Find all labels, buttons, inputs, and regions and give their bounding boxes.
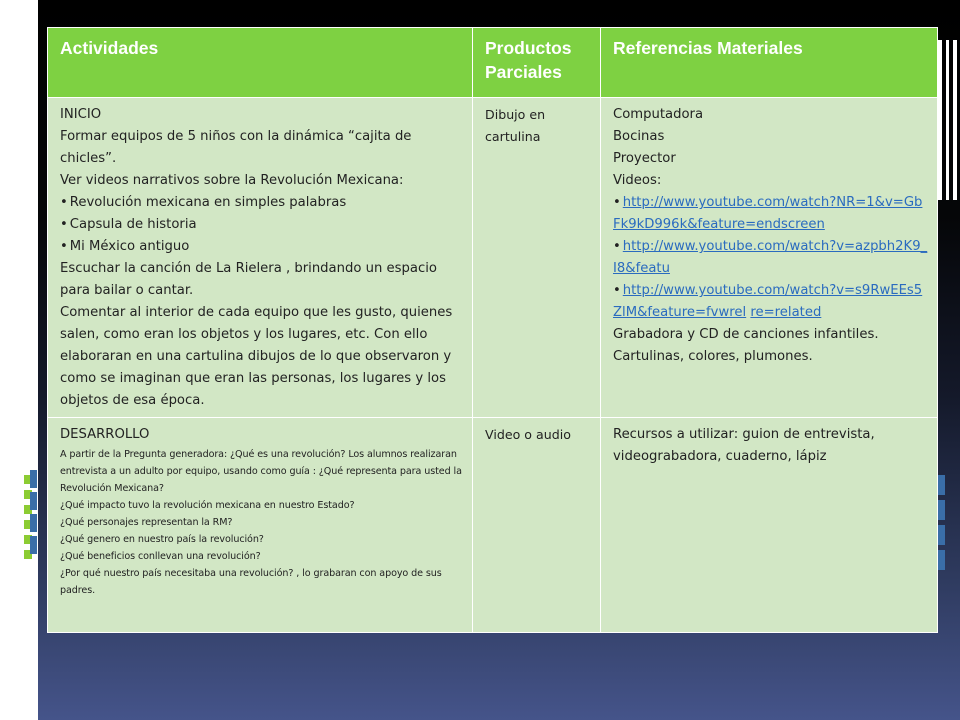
material-item: Computadora [613, 107, 704, 122]
header-productos-parciales: Productos Parciales [473, 28, 601, 98]
inicio-bullet-item: • Revolución mexicana en simples palabras [60, 192, 464, 214]
material-item: Proyector [613, 151, 676, 166]
desarrollo-line: ¿Qué personajes representan la RM? [60, 517, 233, 528]
inicio-line-comentar: Comentar al interior de cada equipo que les gusto, quienes salen, como eran los objetos y los lugares, etc. Con ello elaboraran en una cartulina dibujos de lo que observaron y como se imaginan que eran las personas, los lugares y los objetos de esa época. [60, 305, 453, 408]
desarrollo-title: DESARROLLO [60, 427, 150, 442]
inicio-bullet-item: • Capsula de historia [60, 214, 464, 236]
header-actividades: Actividades [48, 28, 473, 98]
inicio-activities-cell [48, 98, 473, 418]
desarrollo-line: ¿Por qué nuestro país necesitaba una revolución? , lo grabaran con apoyo de sus padres. [60, 568, 442, 596]
material-item: Bocinas [613, 129, 665, 144]
inicio-line-cancion: Escuchar la canción de La Rielera , brindando un espacio para bailar o cantar. [60, 261, 437, 298]
activities-table [47, 27, 938, 633]
desarrollo-product: Video o audio [485, 427, 571, 442]
desarrollo-line: ¿Qué beneficios conllevan una revolución? [60, 551, 261, 562]
video-link-item [613, 192, 929, 236]
inicio-product: Dibujo en cartulina [485, 107, 546, 144]
table-row-desarrollo [48, 418, 938, 633]
inicio-line-equipos: Formar equipos de 5 niños con la dinámica “cajita de chicles”. [60, 129, 412, 166]
desarrollo-line: ¿Qué genero en nuestro país la revolución? [60, 534, 264, 545]
desarrollo-activities-cell [48, 418, 473, 633]
inicio-title: INICIO [60, 107, 102, 122]
header-row [48, 28, 938, 98]
left-white-strip [0, 0, 38, 720]
desarrollo-materials-cell [601, 418, 938, 633]
table-row-inicio [48, 98, 938, 418]
video-link-2[interactable]: http://www.youtube.com/watch?v=azpbh2K9_I8&featu [613, 239, 928, 276]
video-link-item [613, 236, 929, 280]
inicio-product-cell [473, 98, 601, 418]
desarrollo-materials: Recursos a utilizar: guion de entrevista, videograbadora, cuaderno, lápiz [613, 427, 875, 464]
inicio-materials-cell [601, 98, 938, 418]
desarrollo-line: ¿Qué impacto tuvo la revolución mexicana en nuestro Estado? [60, 500, 355, 511]
decorative-blue-bars-right [938, 475, 946, 570]
header-referencias-materiales: Referencias Materiales [601, 28, 938, 98]
video-link-1[interactable]: http://www.youtube.com/watch?NR=1&v=GbFk9kD996k&feature=endscreen [613, 195, 923, 232]
desarrollo-product-cell [473, 418, 601, 633]
inicio-bullet-item: • Mi México antiguo [60, 236, 464, 258]
material-item: Videos: [613, 173, 662, 188]
desarrollo-line: A partir de la Pregunta generadora: ¿Qué es una revolución? Los alumnos realizaran entrevista a un adulto por equipo, usando como guía : ¿Qué representa para usted la Revolución Mexicana? [60, 449, 462, 494]
material-grabadora: Grabadora y CD de canciones infantiles. [613, 327, 879, 342]
video-link-3[interactable]: http://www.youtube.com/watch?v=s9RwEEs5ZlM&feature=fvwrel [613, 283, 923, 320]
inicio-line-videos: Ver videos narrativos sobre la Revolución Mexicana: [60, 173, 404, 188]
video-link-3-suffix[interactable]: re=related [750, 305, 822, 320]
decorative-blue-bars-left [30, 470, 38, 570]
video-link-item [613, 280, 929, 324]
material-cartulinas: Cartulinas, colores, plumones. [613, 349, 813, 364]
